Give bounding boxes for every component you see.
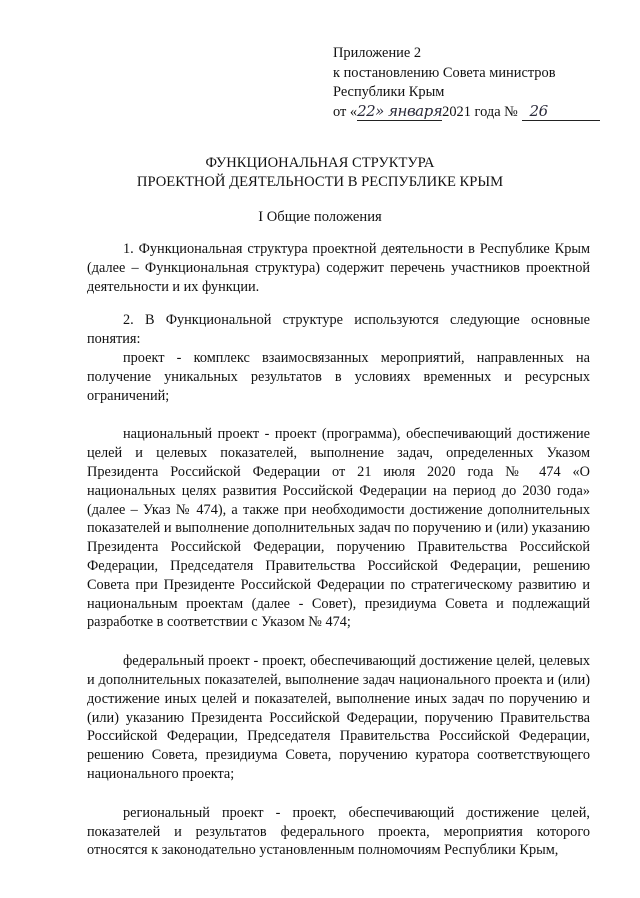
title-line: ФУНКЦИОНАЛЬНАЯ СТРУКТУРА	[205, 155, 435, 171]
appendix-line: Приложение 2	[333, 45, 422, 61]
date-underline	[357, 103, 442, 121]
appendix-block	[333, 44, 600, 122]
paragraph: национальный проект - проект (программа), обеспечивающий достижение целей и целевых показателей, выполнение задач, определенных Указом Президента Российской Федерации от 21 июля 2020 года № 474 «О национальных целях развития Российской Федерации на период до 2030 года» (далее – Указ № 474), а также при необходимости достижение дополнительных показателей и выполнение дополнительных задач по поручению и (или) указанию Президента Российской Федерации, поручению Правительства Российской Федерации, Председателя Правительства Российской Федерации, решению Совета при Президенте Российской Федерации по стратегическому развитию и национальным проектам (далее - Совет), президиума Совета и подлежащий разработке в соответствии с Указом № 474;	[87, 426, 590, 631]
number-underline	[522, 103, 600, 121]
paragraph: проект - комплекс взаимосвязанных мероприятий, направленных на получение уникальных результатов в условиях временных и ресурсных ограничений;	[87, 349, 590, 404]
document-body	[87, 240, 590, 860]
document-title	[0, 154, 640, 192]
date-year: 2021	[442, 103, 471, 120]
paragraph: региональный проект - проект, обеспечивающий достижение целей, показателей и результатов федерального проекта, мероприятия которого относятся к законодательно установленным полномочиям Республики Крым,	[87, 804, 590, 859]
section-heading: I Общие положения	[258, 209, 382, 225]
appendix-date-line	[333, 103, 600, 123]
title-line: ПРОЕКТНОЙ ДЕЯТЕЛЬНОСТИ В РЕСПУБЛИКЕ КРЫМ	[136, 174, 504, 190]
date-prefix: от «	[333, 103, 358, 120]
handwritten-date: 22» января	[357, 101, 443, 120]
appendix-line: Республики Крым	[333, 84, 445, 100]
year-word: года №	[474, 103, 518, 120]
paragraph: 1. Функциональная структура проектной деятельности в Республике Крым (далее – Функциональная структура) содержит перечень участников проектной деятельности и их функции.	[87, 241, 590, 295]
paragraph: 2. В Функциональной структуре используются следующие основные понятия:	[87, 312, 590, 348]
handwritten-number: 26	[529, 101, 548, 120]
paragraph: федеральный проект - проект, обеспечивающий достижение целей, целевых и дополнительных показателей, выполнение задач национального проекта и (или) достижение иных целей и показателей, выполнение иных задач по поручению и (или) указанию Президента Российской Федерации, поручению Правительства Российской Федерации, Председателя Правительства Российской Федерации, решению Совета, президиума Совета, поручению куратора соответствующего национального проекта;	[87, 653, 590, 782]
appendix-line: к постановлению Совета министров	[333, 64, 556, 81]
